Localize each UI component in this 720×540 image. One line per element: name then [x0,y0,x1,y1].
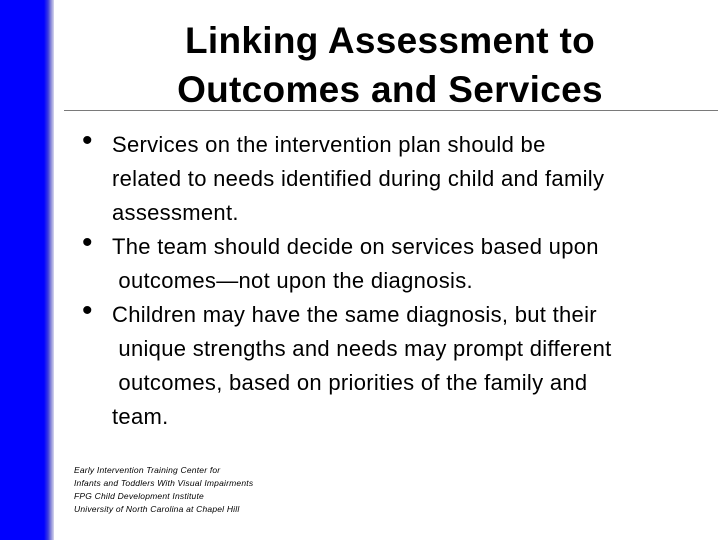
bullet-3-line-3: outcomes, based on priorities of the family and [112,370,588,395]
bullet-3-line-4: team. [112,404,169,429]
footer-line-1: Early Intervention Training Center for [74,465,221,475]
bullet-item-2 [78,226,708,298]
bullet-icon: • [82,294,93,327]
title-line-1: Linking Assessment to [185,20,595,61]
bullet-3-line-2: unique strengths and needs may prompt different [112,336,612,361]
footer-line-2: Infants and Toddlers With Visual Impairments [74,478,254,488]
bullet-icon: • [82,124,93,157]
footer-line-4: University of North Carolina at Chapel Hill [74,504,240,514]
slide-title [100,16,680,114]
left-accent-bar [0,0,54,540]
footer-credits [74,464,253,516]
bullet-2-line-1: The team should decide on services based upon [112,234,599,259]
footer-line-3: FPG Child Development Institute [74,491,204,501]
bullet-1-line-3: assessment. [112,200,239,225]
bullet-list [78,124,708,434]
bullet-icon: • [82,226,93,259]
bullet-3-line-1: Children may have the same diagnosis, but their [112,302,597,327]
bullet-1-line-2: related to needs identified during child and family [112,166,605,191]
bullet-item-3 [78,294,708,434]
bullet-2-line-2: outcomes—not upon the diagnosis. [112,268,473,293]
bullet-item-1 [78,124,708,230]
title-divider [64,110,718,111]
title-line-2: Outcomes and Services [177,69,603,110]
bullet-1-line-1: Services on the intervention plan should be [112,132,546,157]
